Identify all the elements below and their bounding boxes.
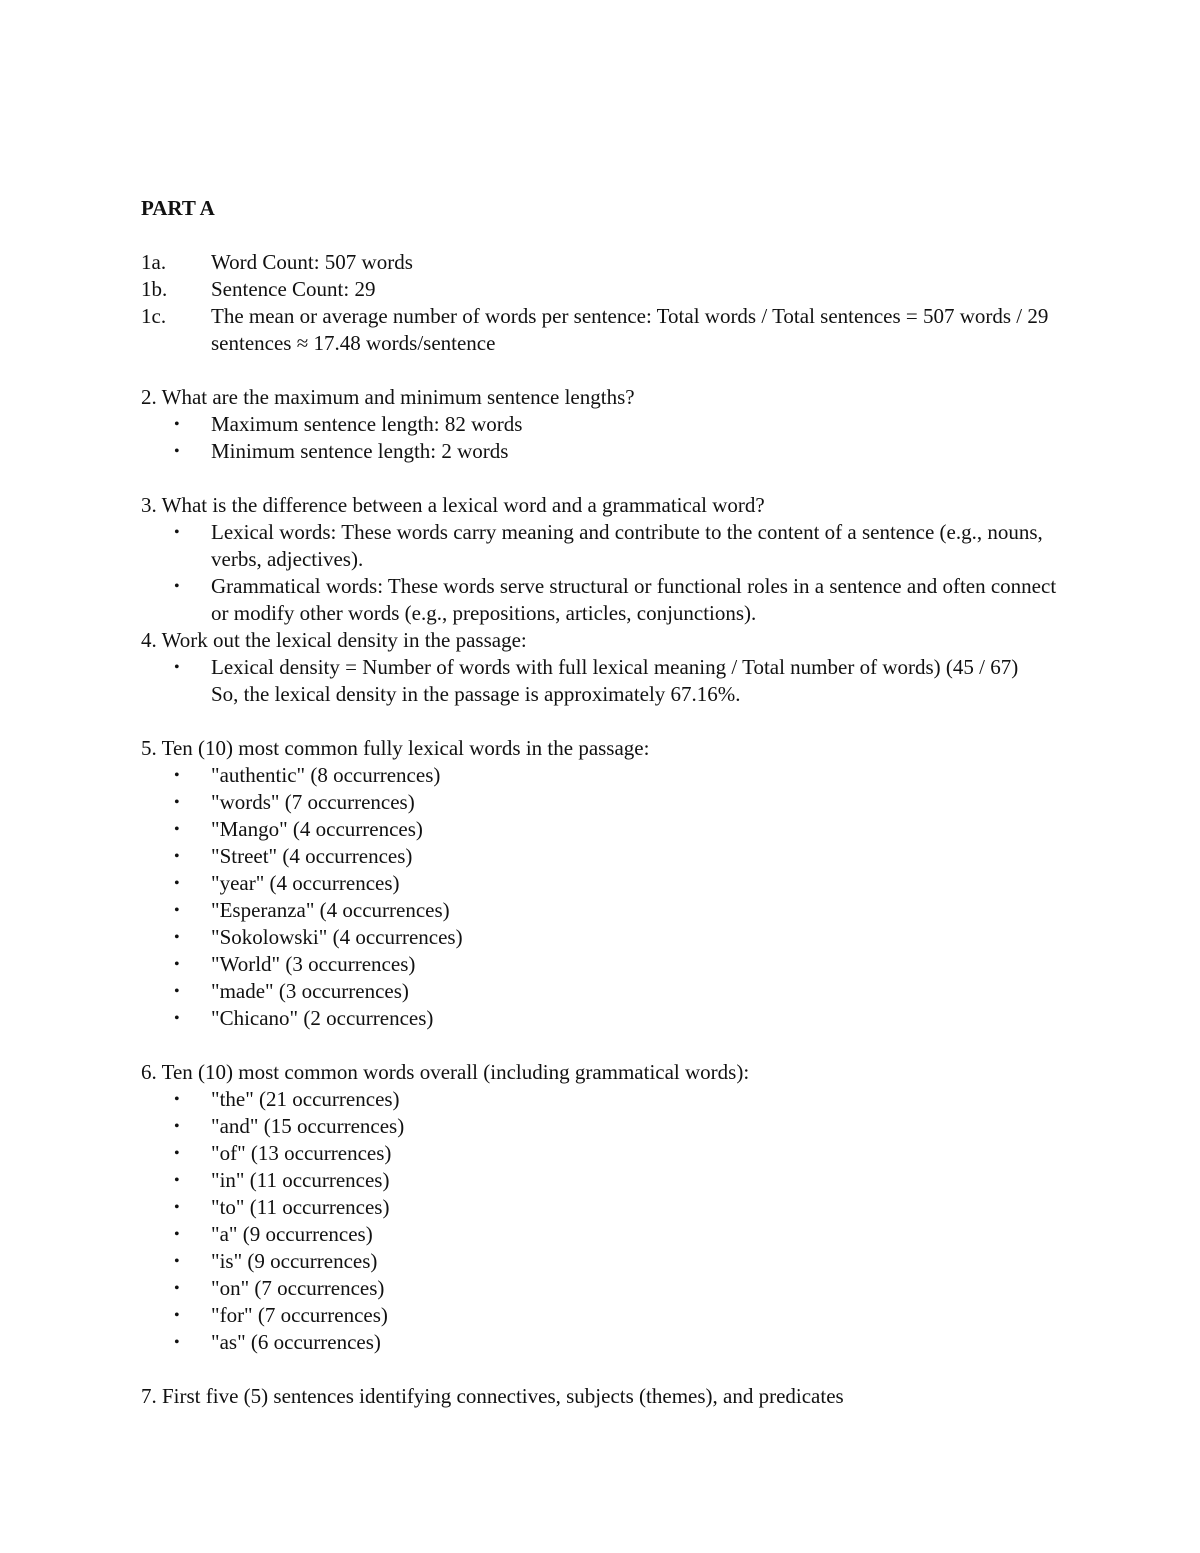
question-7-section — [141, 1383, 1061, 1410]
list-item-text: "authentic" (8 occurrences) — [211, 763, 441, 787]
question-4: 4. Work out the lexical density in the passage: — [141, 628, 527, 652]
list-item — [141, 1302, 1061, 1329]
bullet-icon: • — [174, 1010, 180, 1027]
list-item — [141, 843, 1061, 870]
list-item — [141, 654, 1061, 708]
bullet-icon: • — [174, 956, 180, 973]
question-5-list — [141, 762, 1061, 1032]
list-item-text: "World" (3 occurrences) — [211, 952, 416, 976]
bullet-icon: • — [174, 875, 180, 892]
bullet-icon: • — [174, 1253, 180, 1270]
list-item — [141, 978, 1061, 1005]
list-item — [141, 1113, 1061, 1140]
list-item — [141, 1329, 1061, 1356]
part1-list — [141, 249, 1061, 357]
list-item-text: "for" (7 occurrences) — [211, 1303, 388, 1327]
list-item-text: Minimum sentence length: 2 words — [211, 439, 509, 463]
bullet-icon: • — [174, 524, 180, 541]
question-7: 7. First five (5) sentences identifying connectives, subjects (themes), and predicates — [141, 1384, 844, 1408]
list-item — [141, 438, 1061, 465]
list-item-text: Maximum sentence length: 82 words — [211, 412, 523, 436]
item-number: 1b. — [141, 277, 168, 301]
list-item — [141, 1221, 1061, 1248]
bullet-icon: • — [174, 794, 180, 811]
list-item-text: Grammatical words: These words serve structural or functional roles in a sentence and often connect or modify other words (e.g., prepositions, articles, conjunctions). — [211, 574, 1057, 625]
list-item — [141, 573, 1061, 627]
bullet-icon: • — [174, 1145, 180, 1162]
bullet-icon: • — [174, 1118, 180, 1135]
list-item-text: "to" (11 occurrences) — [211, 1195, 390, 1219]
question-4-list — [141, 654, 1061, 708]
list-item-text: "words" (7 occurrences) — [211, 790, 415, 814]
question-3-section — [141, 492, 1061, 627]
question-4-section — [141, 627, 1061, 708]
list-item — [141, 1194, 1061, 1221]
item-text: The mean or average number of words per sentence: Total words / Total sentences = 507 words / 29 sentences ≈ 17.48 words/sentence — [211, 304, 1049, 355]
question-5-section — [141, 735, 1061, 1032]
list-item-text: "Esperanza" (4 occurrences) — [211, 898, 450, 922]
document-page — [141, 195, 1061, 1410]
list-item — [141, 1140, 1061, 1167]
bullet-icon: • — [174, 1334, 180, 1351]
list-item-text: "a" (9 occurrences) — [211, 1222, 373, 1246]
question-3-list — [141, 519, 1061, 627]
question-5: 5. Ten (10) most common fully lexical words in the passage: — [141, 736, 650, 760]
bullet-icon: • — [174, 1226, 180, 1243]
list-item-text: "Mango" (4 occurrences) — [211, 817, 423, 841]
bullet-icon: • — [174, 416, 180, 433]
part1-item — [141, 249, 1061, 276]
item-text: Word Count: 507 words — [211, 250, 413, 274]
list-item — [141, 951, 1061, 978]
bullet-icon: • — [174, 983, 180, 1000]
list-item-text: "made" (3 occurrences) — [211, 979, 409, 1003]
bullet-icon: • — [174, 902, 180, 919]
part1-item — [141, 276, 1061, 303]
question-2-list — [141, 411, 1061, 465]
list-item-text: "is" (9 occurrences) — [211, 1249, 378, 1273]
list-item — [141, 897, 1061, 924]
part1-item — [141, 303, 1061, 357]
list-item — [141, 1086, 1061, 1113]
bullet-icon: • — [174, 1091, 180, 1108]
list-item — [141, 816, 1061, 843]
bullet-icon: • — [174, 1280, 180, 1297]
bullet-icon: • — [174, 1199, 180, 1216]
bullet-icon: • — [174, 443, 180, 460]
list-item-text: "Sokolowski" (4 occurrences) — [211, 925, 463, 949]
bullet-icon: • — [174, 767, 180, 784]
bullet-icon: • — [174, 1172, 180, 1189]
item-number: 1c. — [141, 304, 167, 328]
list-item-text: Lexical words: These words carry meaning and contribute to the content of a sentence (e.g., nouns, verbs, adjectives). — [211, 520, 1043, 571]
bullet-icon: • — [174, 821, 180, 838]
list-item-text: "and" (15 occurrences) — [211, 1114, 405, 1138]
question-6-list — [141, 1086, 1061, 1356]
list-item — [141, 789, 1061, 816]
list-item — [141, 924, 1061, 951]
item-number: 1a. — [141, 250, 167, 274]
question-2: 2. What are the maximum and minimum sentence lengths? — [141, 385, 635, 409]
bullet-icon: • — [174, 1307, 180, 1324]
bullet-icon: • — [174, 848, 180, 865]
bullet-icon: • — [174, 578, 180, 595]
question-3: 3. What is the difference between a lexical word and a grammatical word? — [141, 493, 765, 517]
question-2-section — [141, 384, 1061, 465]
list-item — [141, 870, 1061, 897]
item-text: Sentence Count: 29 — [211, 277, 376, 301]
list-item — [141, 1275, 1061, 1302]
list-item-text: "as" (6 occurrences) — [211, 1330, 381, 1354]
list-item — [141, 519, 1061, 573]
bullet-icon: • — [174, 929, 180, 946]
list-item-text: "in" (11 occurrences) — [211, 1168, 390, 1192]
list-item-text: "on" (7 occurrences) — [211, 1276, 385, 1300]
list-item — [141, 1005, 1061, 1032]
list-item — [141, 411, 1061, 438]
list-item — [141, 1167, 1061, 1194]
list-item-text: "Chicano" (2 occurrences) — [211, 1006, 434, 1030]
question-6: 6. Ten (10) most common words overall (including grammatical words): — [141, 1060, 750, 1084]
list-item-text: "year" (4 occurrences) — [211, 871, 400, 895]
list-item-text: "of" (13 occurrences) — [211, 1141, 392, 1165]
part-heading: PART A — [141, 196, 215, 220]
question-6-section — [141, 1059, 1061, 1356]
list-item — [141, 762, 1061, 789]
list-item-text: "the" (21 occurrences) — [211, 1087, 400, 1111]
list-item-text: Lexical density = Number of words with full lexical meaning / Total number of words) (45 / 67) So, the lexical density in the passage is approximately 67.16%. — [211, 655, 1034, 706]
bullet-icon: • — [174, 659, 180, 676]
list-item — [141, 1248, 1061, 1275]
list-item-text: "Street" (4 occurrences) — [211, 844, 413, 868]
